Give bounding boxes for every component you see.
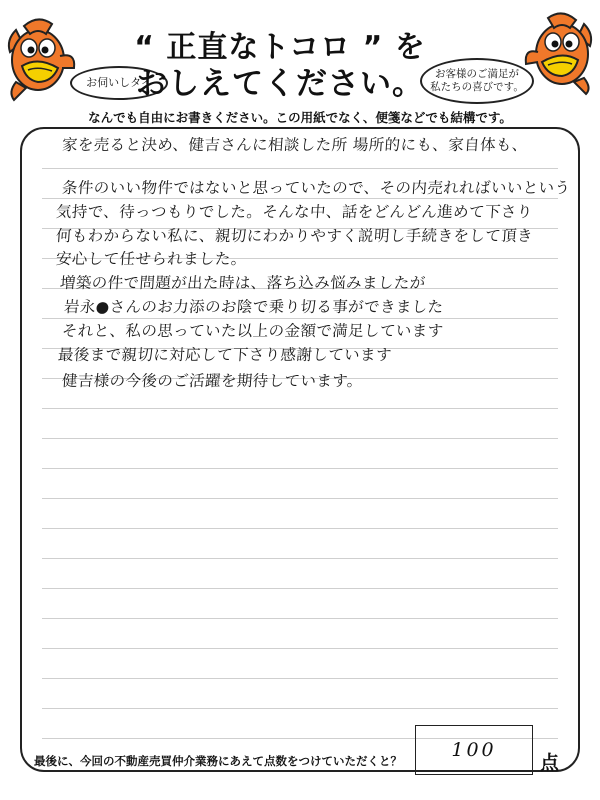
ruled-line	[42, 438, 558, 439]
handwritten-line: 最後まで親切に対応して下さり感謝しています	[57, 346, 393, 364]
handwritten-line: それと、私の思っていた以上の金額で満足しています	[61, 322, 445, 340]
instructions-text: なんでも自由にお書きください。この用紙でなく、便箋などでも結構です。	[88, 110, 512, 125]
speech-bubble-right-line1: お客様のご満足が	[434, 68, 519, 80]
ruled-line	[42, 588, 558, 589]
score-box[interactable]	[415, 725, 533, 775]
ruled-line	[42, 708, 558, 709]
score-question: 最後に、今回の不動産売買仲介業務にあえて点数をつけていただくと？	[34, 754, 402, 768]
handwritten-line: 岩永●さんのお力添のお陰で乗り切る事ができました	[63, 298, 445, 316]
page-title-line1: “ 正直なトコロ ” を	[134, 30, 426, 65]
handwritten-line: 増築の件で問題が出た時は、落ち込み悩みましたが	[59, 274, 427, 292]
fish-mascot-left-icon	[2, 12, 80, 104]
ruled-line	[42, 408, 558, 409]
ruled-line	[42, 648, 558, 649]
handwritten-line: 条件のいい物件ではないと思っていたので、その内売れればいいという	[61, 179, 572, 197]
score-unit: 点	[540, 752, 560, 774]
ruled-line	[42, 168, 558, 169]
handwritten-line: 安心して任せられました。	[55, 250, 248, 268]
handwritten-line: 何もわからない私に、親切にわかりやすく説明し手続きをして頂き	[55, 227, 534, 245]
speech-bubble-right-line2: 私たちの喜びです。	[430, 81, 524, 93]
page-title-line2: おしえてください。	[136, 66, 424, 102]
ruled-line	[42, 198, 558, 199]
ruled-line	[42, 528, 558, 529]
handwritten-line: 健吉様の今後のご活躍を期待しています。	[61, 372, 364, 390]
handwritten-line: 気持で、待っつもりでした。そんな中、話をどんどん進めて下さり	[55, 203, 534, 221]
speech-bubble-left-text: お伺いしタイ	[86, 76, 152, 89]
ruled-line	[42, 678, 558, 679]
ruled-line	[42, 498, 558, 499]
ruled-line	[42, 618, 558, 619]
score-value: 100	[451, 739, 497, 761]
handwritten-line: 家を売ると決め、健吉さんに相談した所 場所的にも、家自体も、	[61, 136, 529, 154]
ruled-line	[42, 558, 558, 559]
ruled-line	[42, 468, 558, 469]
